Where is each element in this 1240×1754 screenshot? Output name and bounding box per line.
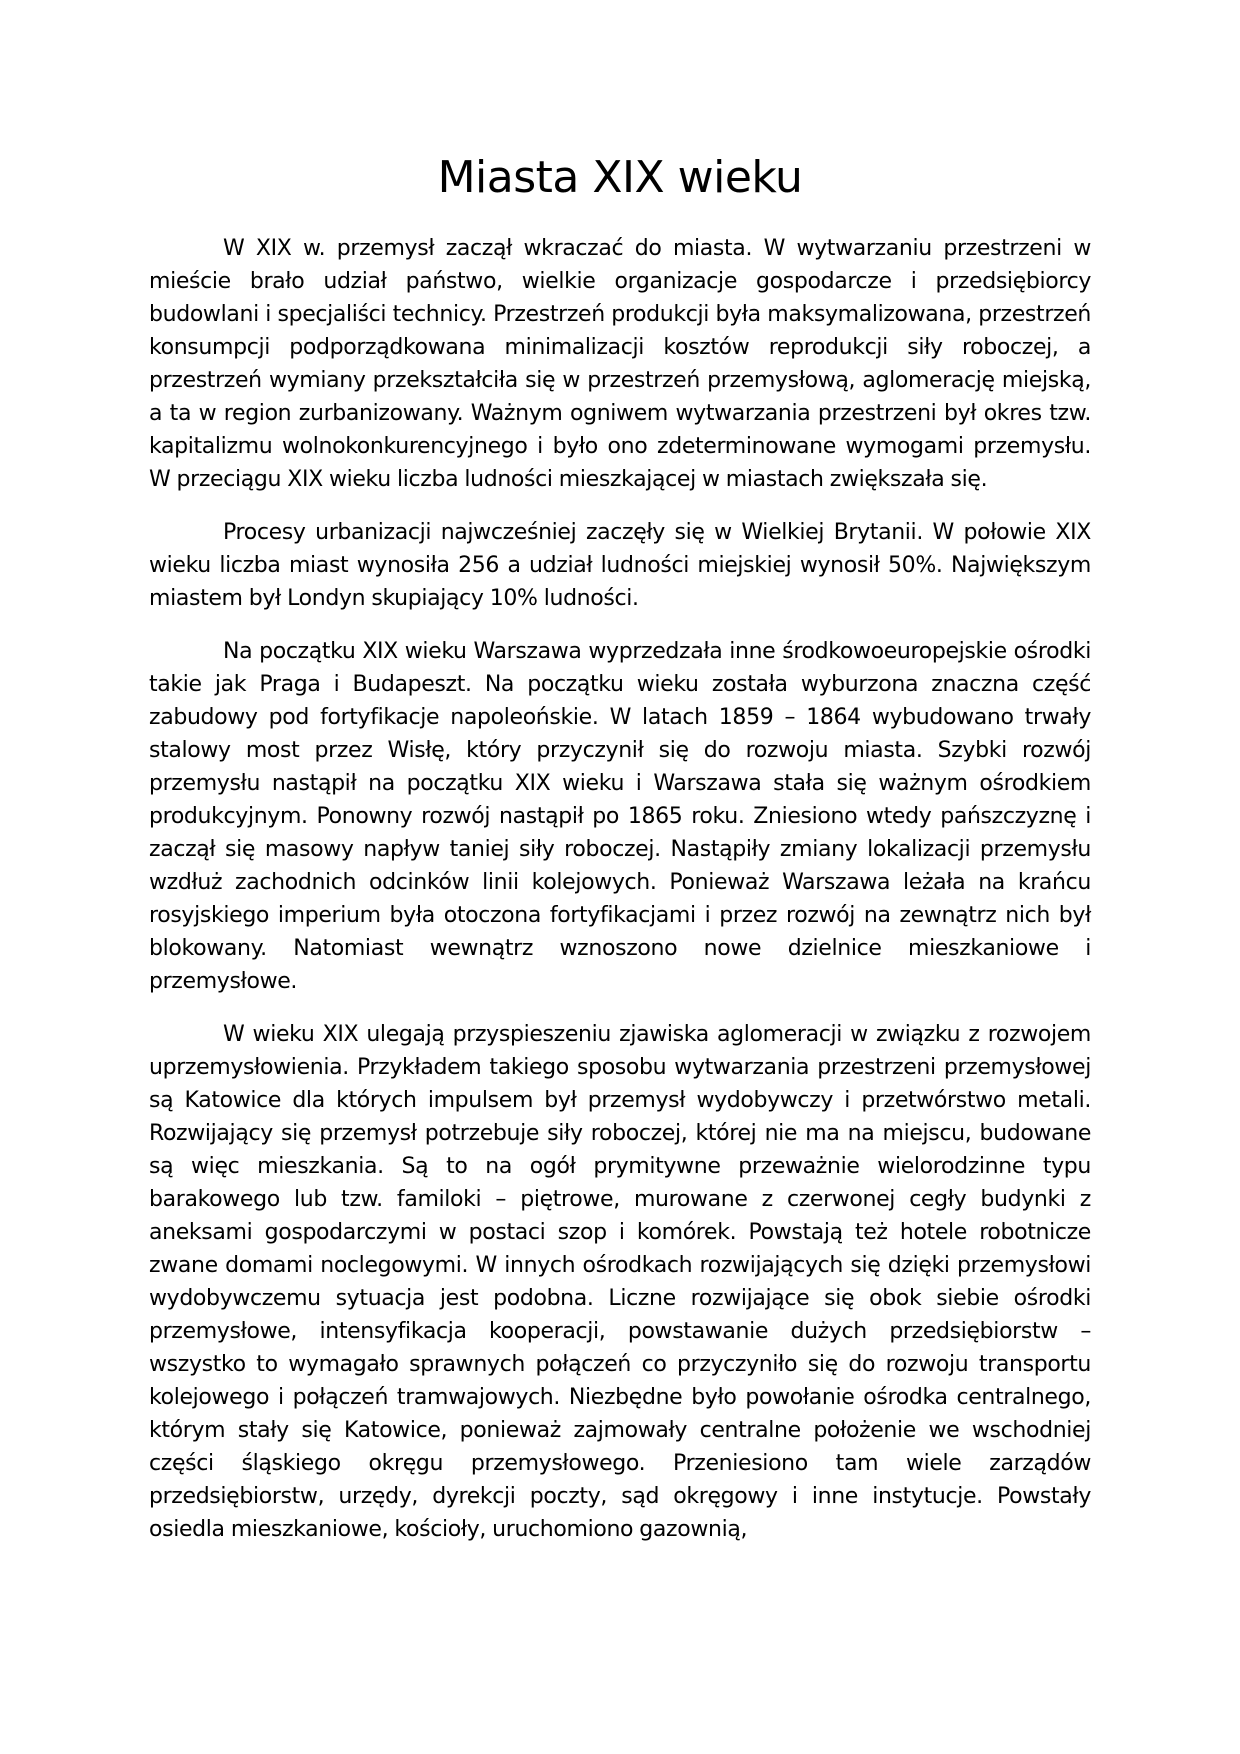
paragraph-3: Na początku XIX wieku Warszawa wyprzedzała inne środkowoeuropejskie ośrodki takie jak Praga i Budapeszt. Na początku wieku została wyburzona znaczna część zabudowy pod fortyfikacje napoleońskie. W latach 1859 – 1864 wybudowano trwały stalowy most przez Wisłę, który przyczynił się do rozwoju miasta. Szybki rozwój przemysłu nastąpił na początku XIX wieku i Warszawa stała się ważnym ośrodkiem produkcyjnym. Ponowny rozwój nastąpił po 1865 roku. Zniesiono wtedy pańszczyznę i zaczął się masowy napływ taniej siły roboczej. Nastąpiły zmiany lokalizacji przemysłu wzdłuż zachodnich odcinków linii kolejowych. Ponieważ Warszawa leżała na krańcu rosyjskiego imperium była otoczona fortyfikacjami i przez rozwój na zewnątrz nich był blokowany. Natomiast wewnątrz wznoszono nowe dzielnice mieszkaniowe i przemysłowe. — [149, 639, 1091, 994]
document-title: Miasta XIX wieku — [437, 152, 803, 203]
paragraph-2: Procesy urbanizacji najwcześniej zaczęły się w Wielkiej Brytanii. W połowie XIX wieku liczba miast wynosiła 256 a udział ludności miejskiej wynosił 50%. Największym miastem był Londyn skupiający 10% ludności. — [149, 520, 1091, 611]
document-body — [149, 232, 1091, 1546]
paragraph-4: W wieku XIX ulegają przyspieszeniu zjawiska aglomeracji w związku z rozwojem uprzemysłowienia. Przykładem takiego sposobu wytwarzania przestrzeni przemysłowej są Katowice dla których impulsem był przemysł wydobywczy i przetwórstwo metali. Rozwijający się przemysł potrzebuje siły roboczej, której nie ma na miejscu, budowane są więc mieszkania. Są to na ogół prymitywne przeważnie wielorodzinne typu barakowego lub tzw. familoki – piętrowe, murowane z czerwonej cegły budynki z aneksami gospodarczymi w postaci szop i komórek. Powstają też hotele robotnicze zwane domami noclegowymi. W innych ośrodkach rozwijających się dzięki przemysłowi wydobywczemu sytuacja jest podobna. Liczne rozwijające się obok siebie ośrodki przemysłowe, intensyfikacja kooperacji, powstawanie dużych przedsiębiorstw – wszystko to wymagało sprawnych połączeń co przyczyniło się do rozwoju transportu kolejowego i połączeń tramwajowych. Niezbędne było powołanie ośrodka centralnego, którym stały się Katowice, ponieważ zajmowały centralne położenie we wschodniej części śląskiego okręgu przemysłowego. Przeniesiono tam wiele zarządów przedsiębiorstw, urzędy, dyrekcji poczty, sąd okręgowy i inne instytucje. Powstały osiedla mieszkaniowe, kościoły, uruchomiono gazownią, — [149, 1022, 1091, 1542]
paragraph-1: W XIX w. przemysł zaczął wkraczać do miasta. W wytwarzaniu przestrzeni w mieście brało udział państwo, wielkie organizacje gospodarcze i przedsiębiorcy budowlani i specjaliści technicy. Przestrzeń produkcji była maksymalizowana, przestrzeń konsumpcji podporządkowana minimalizacji kosztów reprodukcji siły roboczej, a przestrzeń wymiany przekształciła się w przestrzeń przemysłową, aglomerację miejską, a ta w region zurbanizowany. Ważnym ogniwem wytwarzania przestrzeni był okres tzw. kapitalizmu wolnokonkurencyjnego i było ono zdeterminowane wymogami przemysłu. W przeciągu XIX wieku liczba ludności mieszkającej w miastach zwiększała się. — [149, 236, 1091, 492]
